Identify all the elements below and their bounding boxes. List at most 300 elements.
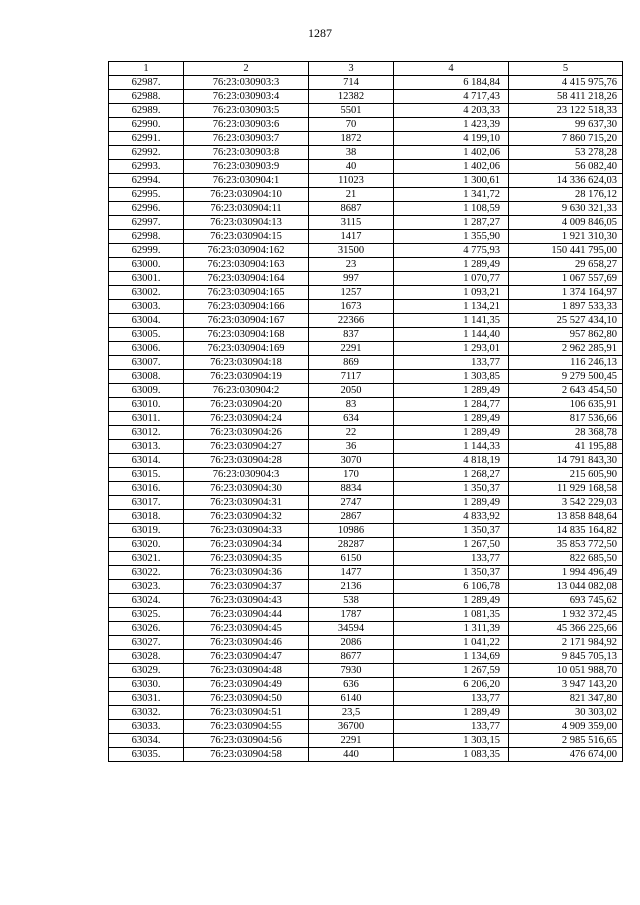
row-number-cell: 63022.: [109, 566, 184, 580]
cadastral-number-cell: 76:23:030904:51: [184, 706, 309, 720]
area-cell: 38: [309, 146, 394, 160]
unit-value-cell: 133,77: [394, 356, 509, 370]
cadastral-value-cell: 215 605,90: [509, 468, 623, 482]
cadastral-number-cell: 76:23:030904:1: [184, 174, 309, 188]
table-row: [109, 76, 623, 90]
table-row: [109, 174, 623, 188]
table-row: [109, 552, 623, 566]
unit-value-cell: 1 267,50: [394, 538, 509, 552]
table-row: [109, 706, 623, 720]
cadastral-value-cell: 817 536,66: [509, 412, 623, 426]
area-cell: 8687: [309, 202, 394, 216]
cadastral-value-cell: 56 082,40: [509, 160, 623, 174]
cadastral-number-cell: 76:23:030904:46: [184, 636, 309, 650]
table-row: [109, 496, 623, 510]
area-cell: 70: [309, 118, 394, 132]
area-cell: 34594: [309, 622, 394, 636]
cadastral-value-cell: 41 195,88: [509, 440, 623, 454]
cadastral-number-cell: 76:23:030904:19: [184, 370, 309, 384]
cadastral-value-cell: 9 630 321,33: [509, 202, 623, 216]
area-cell: 11023: [309, 174, 394, 188]
row-number-cell: 63000.: [109, 258, 184, 272]
table-row: [109, 426, 623, 440]
cadastral-number-cell: 76:23:030904:31: [184, 496, 309, 510]
unit-value-cell: 1 041,22: [394, 636, 509, 650]
area-cell: 22366: [309, 314, 394, 328]
area-cell: 1787: [309, 608, 394, 622]
table-row: [109, 664, 623, 678]
area-cell: 22: [309, 426, 394, 440]
row-number-cell: 62988.: [109, 90, 184, 104]
cadastral-number-cell: 76:23:030904:165: [184, 286, 309, 300]
row-number-cell: 63015.: [109, 468, 184, 482]
cadastral-value-cell: 30 303,02: [509, 706, 623, 720]
row-number-cell: 62996.: [109, 202, 184, 216]
table-row: [109, 258, 623, 272]
table-row: [109, 524, 623, 538]
cadastral-value-cell: 1 932 372,45: [509, 608, 623, 622]
row-number-cell: 63021.: [109, 552, 184, 566]
cadastral-value-cell: 2 643 454,50: [509, 384, 623, 398]
cadastral-number-cell: 76:23:030904:44: [184, 608, 309, 622]
cadastral-number-cell: 76:23:030904:36: [184, 566, 309, 580]
row-number-cell: 63002.: [109, 286, 184, 300]
table-row: [109, 678, 623, 692]
table-row: [109, 594, 623, 608]
area-cell: 2086: [309, 636, 394, 650]
table-row: [109, 328, 623, 342]
cadastral-value-cell: 28 368,78: [509, 426, 623, 440]
cadastral-number-cell: 76:23:030904:167: [184, 314, 309, 328]
cadastral-number-cell: 76:23:030904:58: [184, 748, 309, 762]
area-cell: 1673: [309, 300, 394, 314]
area-cell: 869: [309, 356, 394, 370]
cadastral-number-cell: 76:23:030904:26: [184, 426, 309, 440]
row-number-cell: 63020.: [109, 538, 184, 552]
table-row: [109, 454, 623, 468]
cadastral-number-cell: 76:23:030904:20: [184, 398, 309, 412]
cadastral-number-cell: 76:23:030904:32: [184, 510, 309, 524]
area-cell: 1477: [309, 566, 394, 580]
table-row: [109, 482, 623, 496]
unit-value-cell: 4 833,92: [394, 510, 509, 524]
area-cell: 1872: [309, 132, 394, 146]
row-number-cell: 63007.: [109, 356, 184, 370]
row-number-cell: 62999.: [109, 244, 184, 258]
cadastral-number-cell: 76:23:030904:28: [184, 454, 309, 468]
unit-value-cell: 1 083,35: [394, 748, 509, 762]
row-number-cell: 63035.: [109, 748, 184, 762]
cadastral-value-cell: 821 347,80: [509, 692, 623, 706]
table-row: [109, 314, 623, 328]
row-number-cell: 62997.: [109, 216, 184, 230]
cadastral-value-cell: 1 994 496,49: [509, 566, 623, 580]
table-row: [109, 412, 623, 426]
row-number-cell: 63010.: [109, 398, 184, 412]
cadastral-number-cell: 76:23:030904:27: [184, 440, 309, 454]
cadastral-number-cell: 76:23:030904:3: [184, 468, 309, 482]
cadastral-value-cell: 1 897 533,33: [509, 300, 623, 314]
table-row: [109, 230, 623, 244]
table-row: [109, 300, 623, 314]
row-number-cell: 63030.: [109, 678, 184, 692]
table-row: [109, 622, 623, 636]
unit-value-cell: 1 303,15: [394, 734, 509, 748]
row-number-cell: 63005.: [109, 328, 184, 342]
row-number-cell: 63023.: [109, 580, 184, 594]
row-number-cell: 63028.: [109, 650, 184, 664]
cadastral-value-cell: 14 791 843,30: [509, 454, 623, 468]
row-number-cell: 63009.: [109, 384, 184, 398]
table-row: [109, 734, 623, 748]
cadastral-number-cell: 76:23:030904:37: [184, 580, 309, 594]
cadastral-number-cell: 76:23:030904:18: [184, 356, 309, 370]
table-row: [109, 356, 623, 370]
row-number-cell: 63029.: [109, 664, 184, 678]
cadastral-number-cell: 76:23:030903:9: [184, 160, 309, 174]
row-number-cell: 63001.: [109, 272, 184, 286]
unit-value-cell: 4 818,19: [394, 454, 509, 468]
unit-value-cell: 1 284,77: [394, 398, 509, 412]
cadastral-number-cell: 76:23:030904:168: [184, 328, 309, 342]
header-cell: 4: [394, 62, 509, 76]
row-number-cell: 63032.: [109, 706, 184, 720]
unit-value-cell: 1 423,39: [394, 118, 509, 132]
unit-value-cell: 1 300,61: [394, 174, 509, 188]
unit-value-cell: 1 289,49: [394, 258, 509, 272]
row-number-cell: 62993.: [109, 160, 184, 174]
unit-value-cell: 133,77: [394, 552, 509, 566]
cadastral-value-cell: 476 674,00: [509, 748, 623, 762]
area-cell: 997: [309, 272, 394, 286]
cadastral-value-cell: 3 947 143,20: [509, 678, 623, 692]
area-cell: 28287: [309, 538, 394, 552]
area-cell: 12382: [309, 90, 394, 104]
row-number-cell: 63026.: [109, 622, 184, 636]
unit-value-cell: 1 134,21: [394, 300, 509, 314]
unit-value-cell: 6 184,84: [394, 76, 509, 90]
table-row: [109, 538, 623, 552]
cadastral-value-cell: 9 279 500,45: [509, 370, 623, 384]
area-cell: 636: [309, 678, 394, 692]
unit-value-cell: 1 093,21: [394, 286, 509, 300]
cadastral-value-cell: 23 122 518,33: [509, 104, 623, 118]
cadastral-number-cell: 76:23:030903:3: [184, 76, 309, 90]
cadastral-value-cell: 58 411 218,26: [509, 90, 623, 104]
area-cell: 6140: [309, 692, 394, 706]
table-body: [109, 62, 623, 762]
area-cell: 2050: [309, 384, 394, 398]
row-number-cell: 63017.: [109, 496, 184, 510]
table-row: [109, 342, 623, 356]
cadastral-number-cell: 76:23:030904:13: [184, 216, 309, 230]
row-number-cell: 63011.: [109, 412, 184, 426]
unit-value-cell: 1 350,37: [394, 566, 509, 580]
table-row: [109, 146, 623, 160]
cadastral-value-cell: 4 909 359,00: [509, 720, 623, 734]
cadastral-value-table: [108, 61, 623, 762]
area-cell: 1417: [309, 230, 394, 244]
area-cell: 10986: [309, 524, 394, 538]
row-number-cell: 63016.: [109, 482, 184, 496]
cadastral-number-cell: 76:23:030904:163: [184, 258, 309, 272]
cadastral-value-cell: 7 860 715,20: [509, 132, 623, 146]
row-number-cell: 63031.: [109, 692, 184, 706]
cadastral-number-cell: 76:23:030904:45: [184, 622, 309, 636]
unit-value-cell: 1 081,35: [394, 608, 509, 622]
area-cell: 440: [309, 748, 394, 762]
table-row: [109, 566, 623, 580]
unit-value-cell: 1 355,90: [394, 230, 509, 244]
table-row: [109, 202, 623, 216]
cadastral-value-cell: 35 853 772,50: [509, 538, 623, 552]
cadastral-value-cell: 150 441 795,00: [509, 244, 623, 258]
cadastral-value-cell: 106 635,91: [509, 398, 623, 412]
table-row: [109, 384, 623, 398]
cadastral-number-cell: 76:23:030904:43: [184, 594, 309, 608]
cadastral-value-cell: 14 835 164,82: [509, 524, 623, 538]
cadastral-value-cell: 14 336 624,03: [509, 174, 623, 188]
header-cell: 1: [109, 62, 184, 76]
cadastral-value-cell: 2 962 285,91: [509, 342, 623, 356]
area-cell: 2291: [309, 734, 394, 748]
cadastral-value-cell: 13 044 082,08: [509, 580, 623, 594]
unit-value-cell: 1 289,49: [394, 594, 509, 608]
cadastral-number-cell: 76:23:030904:35: [184, 552, 309, 566]
table-row: [109, 132, 623, 146]
cadastral-number-cell: 76:23:030904:164: [184, 272, 309, 286]
unit-value-cell: 1 267,59: [394, 664, 509, 678]
cadastral-value-cell: 4 415 975,76: [509, 76, 623, 90]
area-cell: 21: [309, 188, 394, 202]
table-row: [109, 468, 623, 482]
cadastral-value-cell: 3 542 229,03: [509, 496, 623, 510]
row-number-cell: 62994.: [109, 174, 184, 188]
area-cell: 7117: [309, 370, 394, 384]
cadastral-number-cell: 76:23:030903:7: [184, 132, 309, 146]
unit-value-cell: 1 134,69: [394, 650, 509, 664]
area-cell: 6150: [309, 552, 394, 566]
row-number-cell: 62992.: [109, 146, 184, 160]
area-cell: 837: [309, 328, 394, 342]
unit-value-cell: 1 350,37: [394, 524, 509, 538]
cadastral-value-cell: 1 374 164,97: [509, 286, 623, 300]
cadastral-number-cell: 76:23:030904:33: [184, 524, 309, 538]
unit-value-cell: 1 070,77: [394, 272, 509, 286]
cadastral-number-cell: 76:23:030904:11: [184, 202, 309, 216]
unit-value-cell: 133,77: [394, 692, 509, 706]
table-row: [109, 650, 623, 664]
area-cell: 31500: [309, 244, 394, 258]
area-cell: 2747: [309, 496, 394, 510]
area-cell: 23: [309, 258, 394, 272]
row-number-cell: 63027.: [109, 636, 184, 650]
row-number-cell: 63019.: [109, 524, 184, 538]
area-cell: 538: [309, 594, 394, 608]
unit-value-cell: 1 289,49: [394, 412, 509, 426]
cadastral-number-cell: 76:23:030904:169: [184, 342, 309, 356]
table-row: [109, 720, 623, 734]
area-cell: 1257: [309, 286, 394, 300]
table-row: [109, 104, 623, 118]
cadastral-value-cell: 4 009 846,05: [509, 216, 623, 230]
unit-value-cell: 1 144,33: [394, 440, 509, 454]
cadastral-number-cell: 76:23:030904:56: [184, 734, 309, 748]
cadastral-value-cell: 25 527 434,10: [509, 314, 623, 328]
area-cell: 3070: [309, 454, 394, 468]
unit-value-cell: 1 108,59: [394, 202, 509, 216]
table-header-row: [109, 62, 623, 76]
unit-value-cell: 1 287,27: [394, 216, 509, 230]
row-number-cell: 63013.: [109, 440, 184, 454]
area-cell: 170: [309, 468, 394, 482]
cadastral-number-cell: 76:23:030903:8: [184, 146, 309, 160]
table-row: [109, 286, 623, 300]
unit-value-cell: 1 289,49: [394, 384, 509, 398]
cadastral-number-cell: 76:23:030904:10: [184, 188, 309, 202]
cadastral-value-cell: 693 745,62: [509, 594, 623, 608]
table-row: [109, 118, 623, 132]
cadastral-value-cell: 116 246,13: [509, 356, 623, 370]
header-cell: 3: [309, 62, 394, 76]
row-number-cell: 62990.: [109, 118, 184, 132]
cadastral-value-cell: 45 366 225,66: [509, 622, 623, 636]
cadastral-value-cell: 2 171 984,92: [509, 636, 623, 650]
table-row: [109, 440, 623, 454]
area-cell: 36: [309, 440, 394, 454]
cadastral-number-cell: 76:23:030904:162: [184, 244, 309, 258]
area-cell: 2291: [309, 342, 394, 356]
area-cell: 714: [309, 76, 394, 90]
unit-value-cell: 4 717,43: [394, 90, 509, 104]
area-cell: 8834: [309, 482, 394, 496]
row-number-cell: 63004.: [109, 314, 184, 328]
cadastral-value-cell: 99 637,30: [509, 118, 623, 132]
table-row: [109, 216, 623, 230]
row-number-cell: 63014.: [109, 454, 184, 468]
row-number-cell: 63018.: [109, 510, 184, 524]
cadastral-number-cell: 76:23:030904:2: [184, 384, 309, 398]
unit-value-cell: 133,77: [394, 720, 509, 734]
table-row: [109, 692, 623, 706]
cadastral-number-cell: 76:23:030904:15: [184, 230, 309, 244]
unit-value-cell: 1 341,72: [394, 188, 509, 202]
unit-value-cell: 6 106,78: [394, 580, 509, 594]
unit-value-cell: 1 268,27: [394, 468, 509, 482]
row-number-cell: 62989.: [109, 104, 184, 118]
unit-value-cell: 1 293,01: [394, 342, 509, 356]
cadastral-value-cell: 2 985 516,65: [509, 734, 623, 748]
area-cell: 2867: [309, 510, 394, 524]
cadastral-value-cell: 13 858 848,64: [509, 510, 623, 524]
unit-value-cell: 1 350,37: [394, 482, 509, 496]
unit-value-cell: 6 206,20: [394, 678, 509, 692]
row-number-cell: 63025.: [109, 608, 184, 622]
cadastral-number-cell: 76:23:030904:30: [184, 482, 309, 496]
cadastral-number-cell: 76:23:030904:50: [184, 692, 309, 706]
row-number-cell: 63034.: [109, 734, 184, 748]
area-cell: 7930: [309, 664, 394, 678]
cadastral-value-cell: 28 176,12: [509, 188, 623, 202]
unit-value-cell: 1 289,49: [394, 706, 509, 720]
row-number-cell: 63006.: [109, 342, 184, 356]
table-row: [109, 90, 623, 104]
cadastral-value-cell: 9 845 705,13: [509, 650, 623, 664]
area-cell: 83: [309, 398, 394, 412]
unit-value-cell: 4 775,93: [394, 244, 509, 258]
area-cell: 23,5: [309, 706, 394, 720]
table-row: [109, 370, 623, 384]
cadastral-value-cell: 1 067 557,69: [509, 272, 623, 286]
row-number-cell: 63012.: [109, 426, 184, 440]
cadastral-number-cell: 76:23:030904:48: [184, 664, 309, 678]
row-number-cell: 62995.: [109, 188, 184, 202]
table-row: [109, 636, 623, 650]
unit-value-cell: 1 402,06: [394, 160, 509, 174]
unit-value-cell: 1 311,39: [394, 622, 509, 636]
area-cell: 3115: [309, 216, 394, 230]
header-cell: 5: [509, 62, 623, 76]
unit-value-cell: 4 199,10: [394, 132, 509, 146]
cadastral-number-cell: 76:23:030903:5: [184, 104, 309, 118]
table-row: [109, 398, 623, 412]
area-cell: 8677: [309, 650, 394, 664]
row-number-cell: 63003.: [109, 300, 184, 314]
cadastral-value-cell: 822 685,50: [509, 552, 623, 566]
cadastral-number-cell: 76:23:030904:24: [184, 412, 309, 426]
table-row: [109, 188, 623, 202]
cadastral-value-cell: 957 862,80: [509, 328, 623, 342]
cadastral-value-cell: 53 278,28: [509, 146, 623, 160]
unit-value-cell: 1 289,49: [394, 426, 509, 440]
unit-value-cell: 1 289,49: [394, 496, 509, 510]
table-row: [109, 160, 623, 174]
row-number-cell: 62991.: [109, 132, 184, 146]
cadastral-value-cell: 10 051 988,70: [509, 664, 623, 678]
cadastral-number-cell: 76:23:030904:49: [184, 678, 309, 692]
row-number-cell: 62987.: [109, 76, 184, 90]
area-cell: 2136: [309, 580, 394, 594]
cadastral-value-cell: 11 929 168,58: [509, 482, 623, 496]
table-row: [109, 272, 623, 286]
row-number-cell: 62998.: [109, 230, 184, 244]
cadastral-number-cell: 76:23:030904:47: [184, 650, 309, 664]
table-row: [109, 244, 623, 258]
area-cell: 36700: [309, 720, 394, 734]
cadastral-value-cell: 29 658,27: [509, 258, 623, 272]
table-row: [109, 510, 623, 524]
unit-value-cell: 1 141,35: [394, 314, 509, 328]
row-number-cell: 63008.: [109, 370, 184, 384]
cadastral-number-cell: 76:23:030904:34: [184, 538, 309, 552]
page-number: 1287: [308, 26, 332, 40]
cadastral-value-cell: 1 921 310,30: [509, 230, 623, 244]
header-cell: 2: [184, 62, 309, 76]
cadastral-number-cell: 76:23:030904:166: [184, 300, 309, 314]
table-row: [109, 608, 623, 622]
cadastral-number-cell: 76:23:030903:6: [184, 118, 309, 132]
cadastral-number-cell: 76:23:030904:55: [184, 720, 309, 734]
table-row: [109, 748, 623, 762]
unit-value-cell: 1 402,06: [394, 146, 509, 160]
table-row: [109, 580, 623, 594]
unit-value-cell: 4 203,33: [394, 104, 509, 118]
row-number-cell: 63024.: [109, 594, 184, 608]
unit-value-cell: 1 144,40: [394, 328, 509, 342]
unit-value-cell: 1 303,85: [394, 370, 509, 384]
cadastral-number-cell: 76:23:030903:4: [184, 90, 309, 104]
area-cell: 634: [309, 412, 394, 426]
